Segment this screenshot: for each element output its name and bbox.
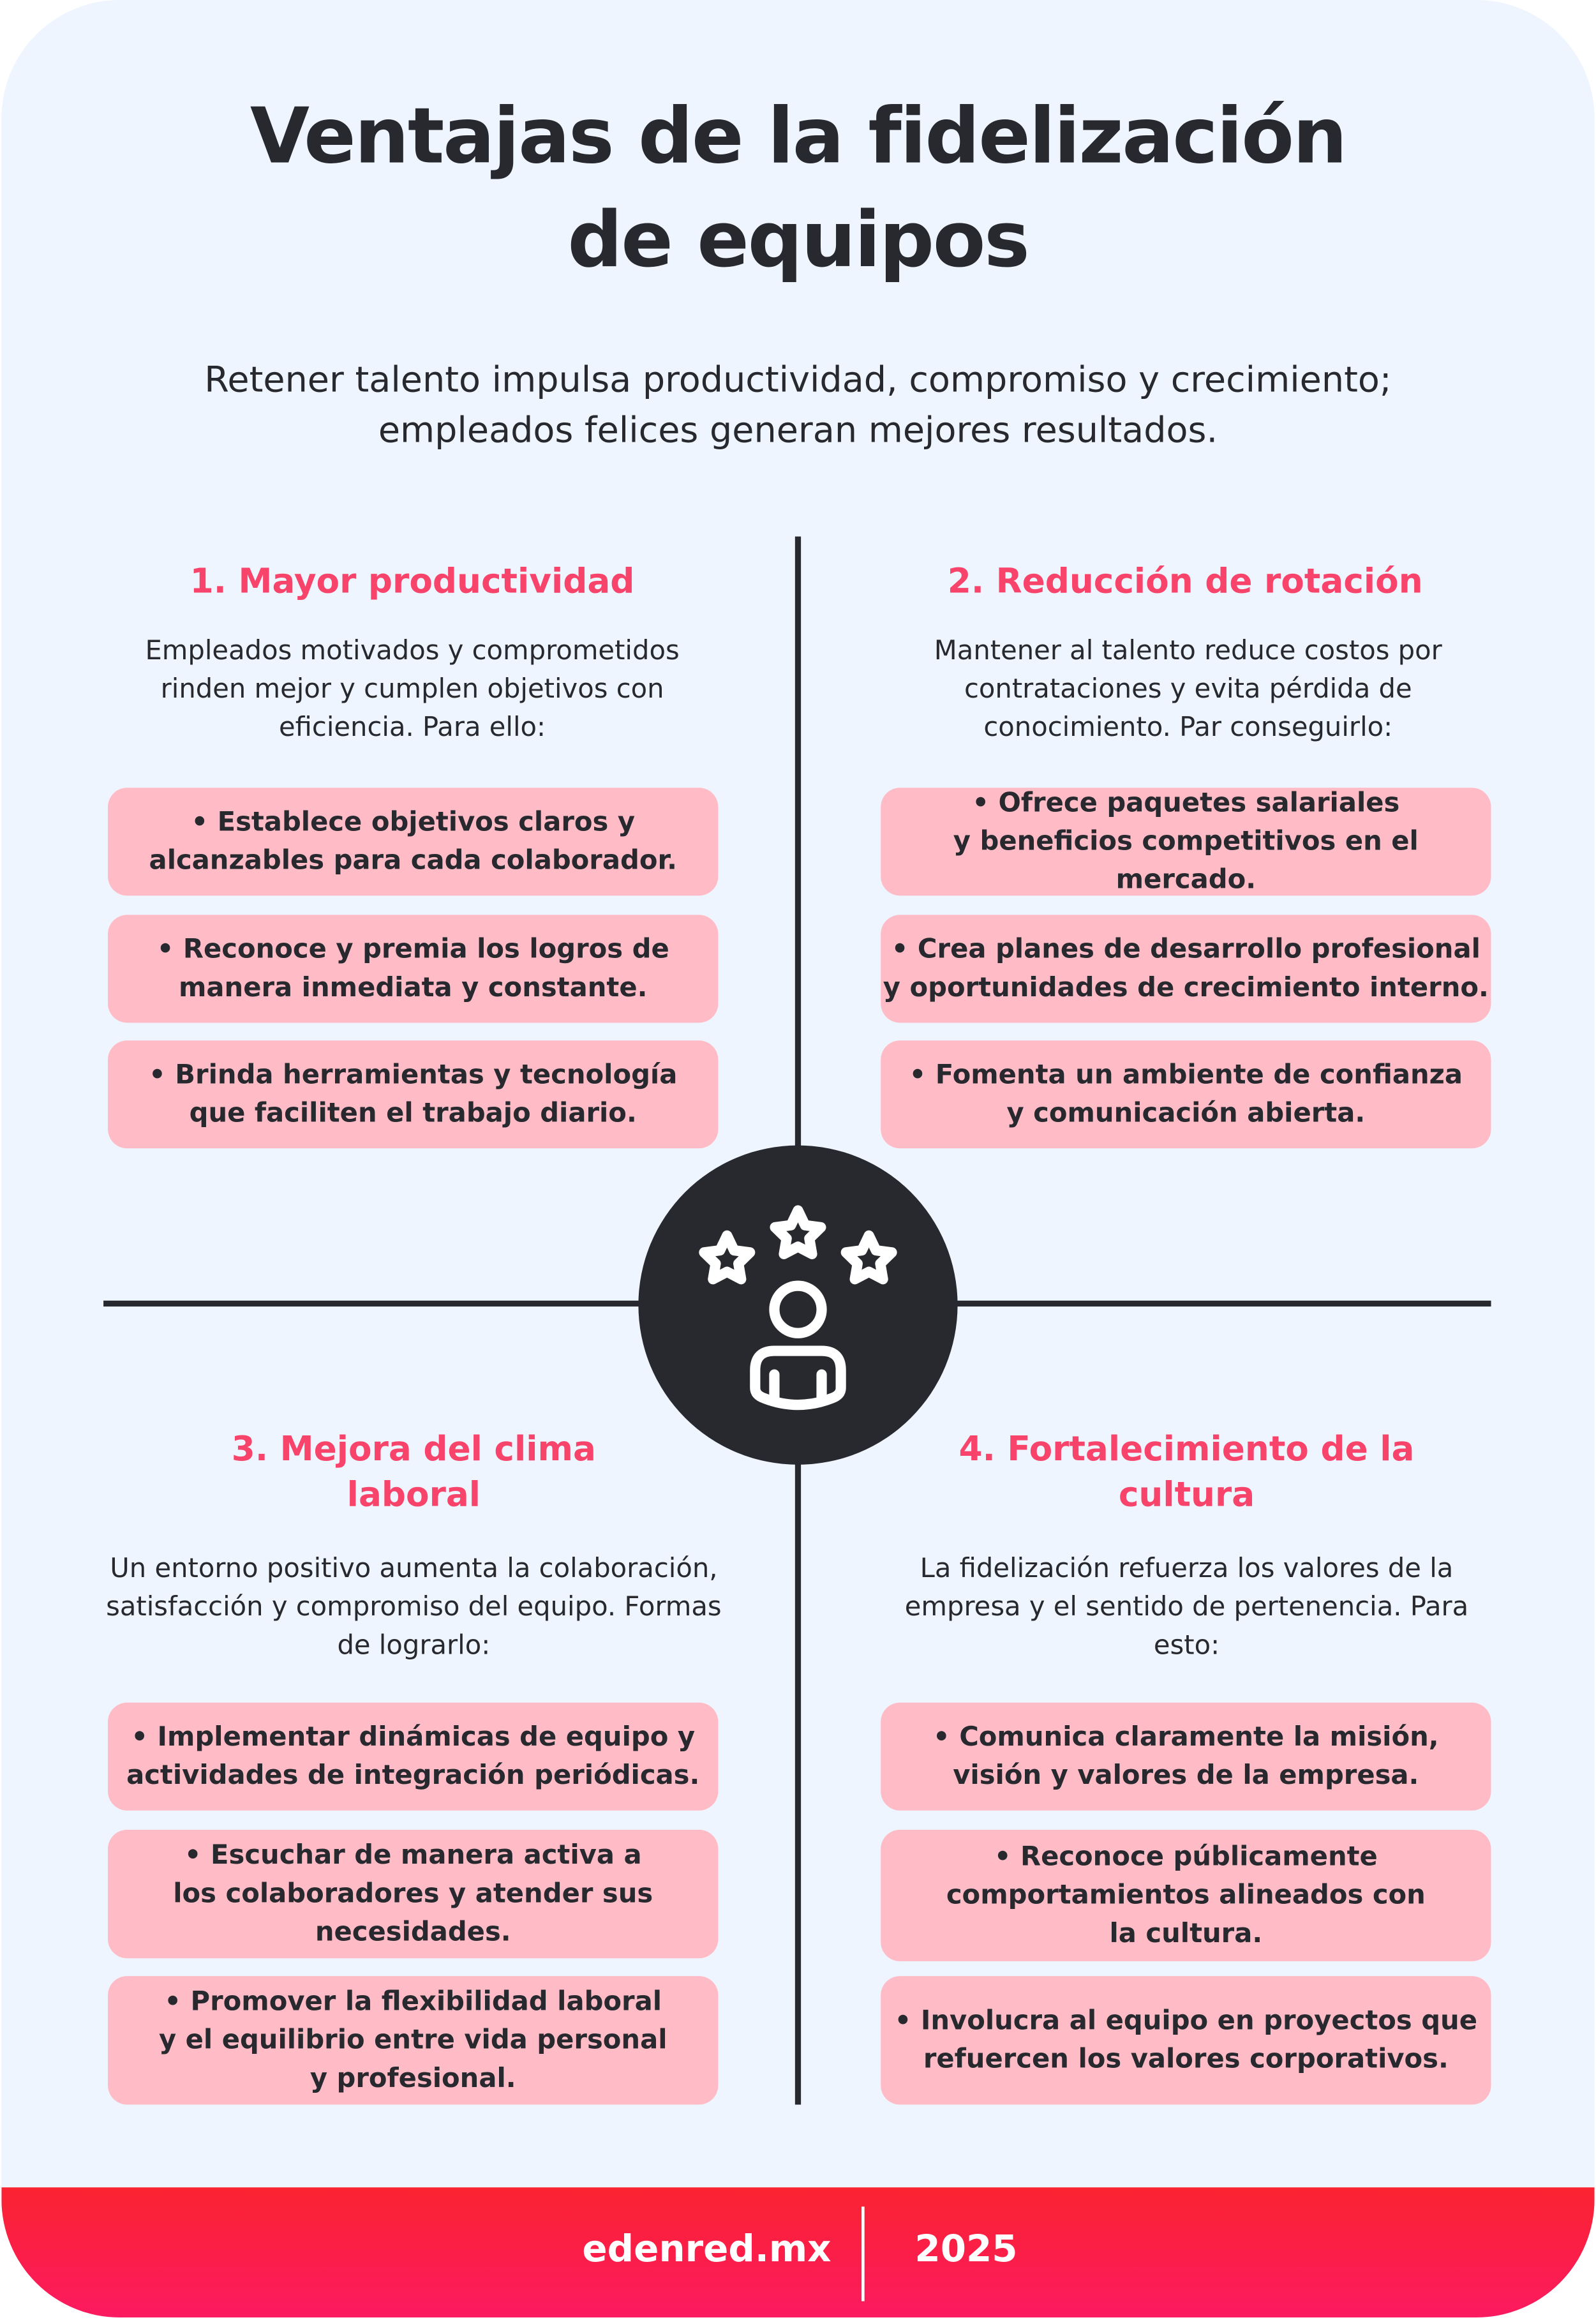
section-3-body: Un entorno positivo aumenta la colaboración, satisfacción y compromiso del equipo. Formas de lograrlo: [106, 1553, 722, 1661]
section-3-heading: 3. Mejora del clima laboral [231, 1430, 596, 1515]
footer-divider [861, 2206, 865, 2301]
subtitle-line-1: Retener talento impulsa productividad, compromiso y crecimiento; [204, 359, 1392, 401]
section-3-item: • Implementar dinámicas de equipo y actividades de integración periódicas. [108, 1703, 718, 1811]
section-3-item: • Promover la flexibilidad laboral y el equilibrio entre vida personal y profesional. [108, 1976, 718, 2104]
section-3-item: • Escuchar de manera activa a los colaboradores y atender sus necesidades. [108, 1830, 718, 1958]
section-4-item: • Involucra al equipo en proyectos que refuercen los valores corporativos. [881, 1976, 1491, 2104]
section-1-body: Empleados motivados y comprometidos rinden mejor y cumplen objetivos con eficiencia. Para ello: [145, 635, 680, 744]
section-1-item: • Brinda herramientas y tecnología que faciliten el trabajo diario. [108, 1040, 718, 1148]
section-2-item: • Crea planes de desarrollo profesional y oportunidades de crecimiento interno. [881, 915, 1491, 1022]
section-1-item: • Reconoce y premia los logros de manera inmediata y constante. [108, 915, 718, 1022]
section-2-item: • Fomenta un ambiente de confianza y comunicación abierta. [881, 1040, 1491, 1148]
footer-site-link[interactable]: edenred.mx [582, 2227, 832, 2270]
section-2-item: • Ofrece paquetes salariales y beneficios competitivos en el mercado. [881, 788, 1491, 895]
person-with-three-stars-icon [638, 1146, 957, 1465]
footer-year: 2025 [914, 2227, 1018, 2270]
section-2-body: Mantener al talento reduce costos por contrataciones y evita pérdida de conocimiento. Par conseguirlo: [934, 635, 1442, 744]
page-title [0, 86, 1596, 292]
section-4-item: • Comunica claramente la misión, visión y valores de la empresa. [881, 1703, 1491, 1811]
subtitle [0, 355, 1596, 455]
subtitle-line-2: empleados felices generan mejores resultados. [378, 409, 1218, 451]
title-line-2: de equipos [567, 196, 1029, 285]
section-4-item: • Reconoce públicamente comportamientos alineados con la cultura. [881, 1830, 1491, 1961]
section-1-heading: 1. Mayor productividad [190, 563, 635, 602]
title-line-1: Ventajas de la fidelización [250, 93, 1346, 182]
section-1-item: • Establece objetivos claros y alcanzables para cada colaborador. [108, 788, 718, 895]
section-2-heading: 2. Reducción de rotación [947, 563, 1423, 602]
section-4-body: La fidelización refuerza los valores de la empresa y el sentido de pertenencia. Para esto: [904, 1553, 1469, 1661]
section-4-heading: 4. Fortalecimiento de la cultura [958, 1430, 1415, 1515]
